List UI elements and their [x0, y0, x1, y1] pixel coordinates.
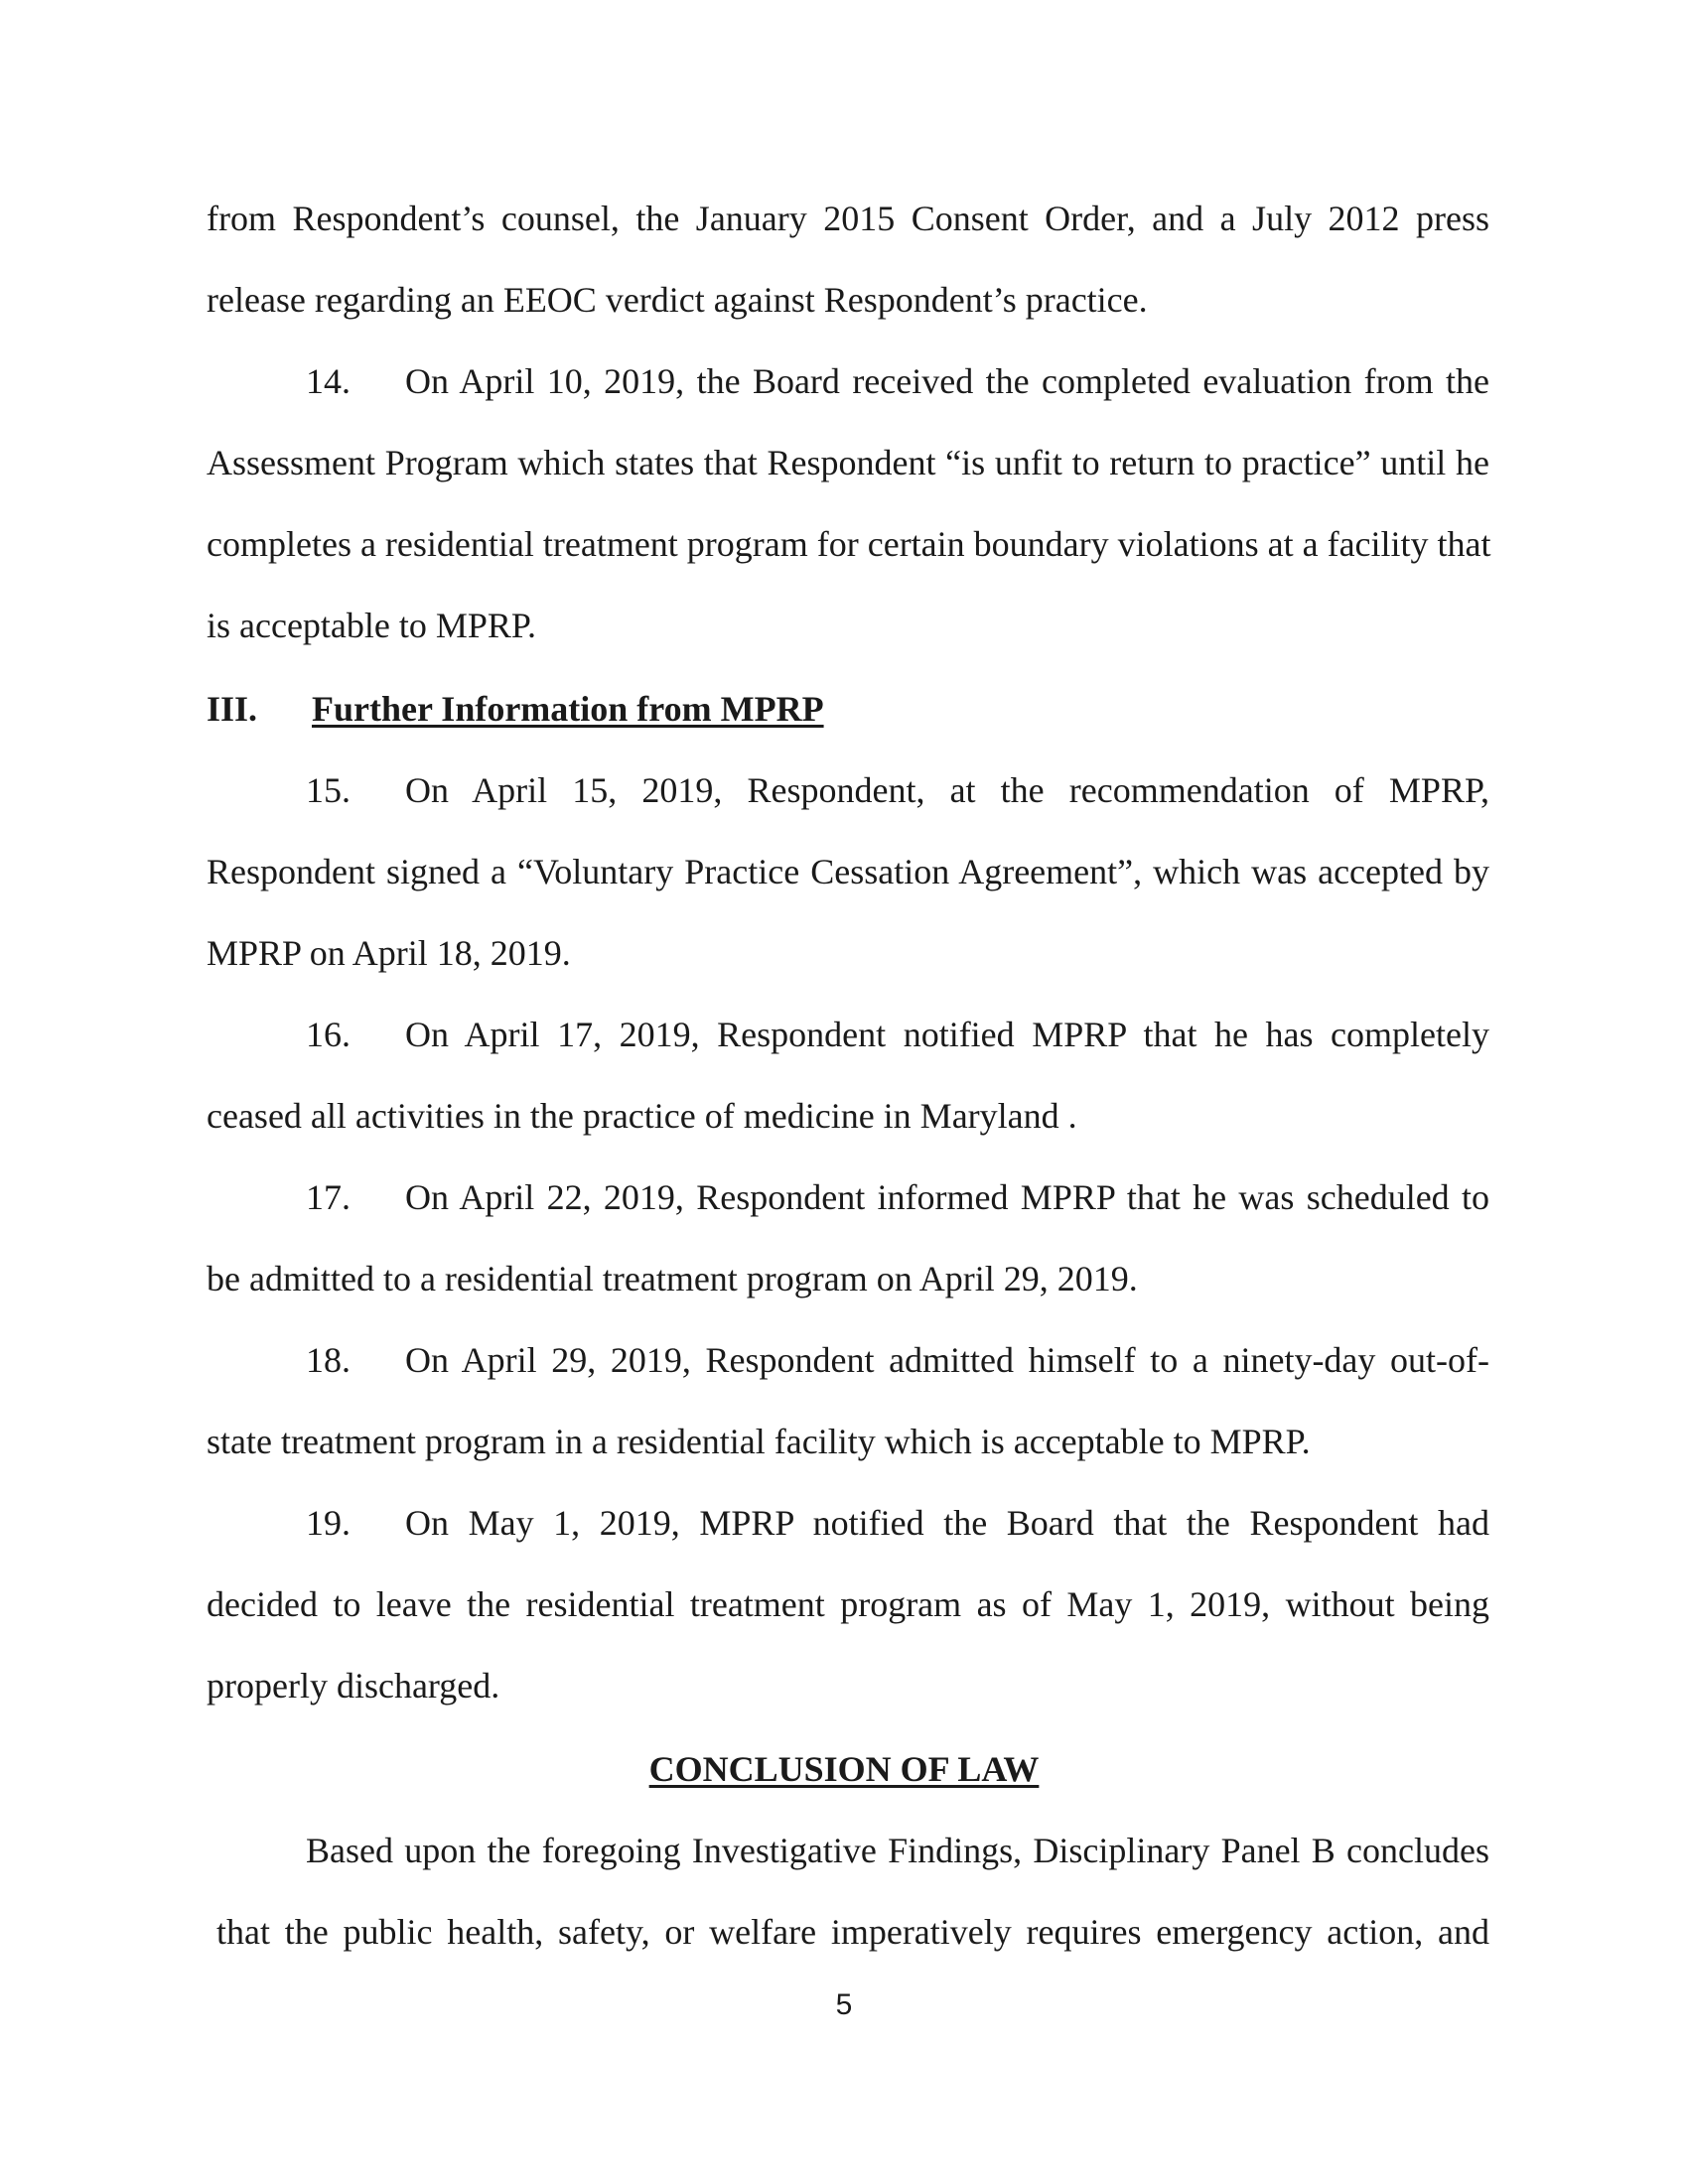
paragraph-15-line-1 [306, 768, 1489, 812]
paragraph-14-line-3: completes a residential treatment program for certain boundary violations at a facility that [207, 524, 1491, 564]
paragraph-14-number: 14. [306, 361, 351, 401]
conclusion-heading: CONCLUSION OF LAW [648, 1749, 1040, 1789]
page-number: 5 [835, 1988, 853, 2021]
conclusion-line-1 [306, 1829, 1489, 1872]
paragraph-16-line-2: ceased all activities in the practice of medicine in Maryland . [207, 1096, 1077, 1136]
paragraph-15-number: 15. [306, 770, 351, 810]
paragraph-14-line-4: is acceptable to MPRP. [207, 606, 536, 645]
paragraph-14-line-1 [306, 359, 1489, 403]
conclusion-line-2: that the public health, safety, or welfare imperatively requires emergency action, and [216, 1912, 1489, 1952]
paragraph-19-line-3: properly discharged. [207, 1666, 500, 1706]
paragraph-13-line-2: release regarding an EEOC verdict against Respondent’s practice. [207, 280, 1148, 320]
paragraph-17-line-1 [306, 1175, 1489, 1219]
conclusion-text-1: Based upon the foregoing Investigative Findings, Disciplinary Panel B concludes [306, 1831, 1489, 1870]
paragraph-17-line-2: be admitted to a residential treatment program on April 29, 2019. [207, 1259, 1138, 1298]
paragraph-19-text-1: On May 1, 2019, MPRP notified the Board that the Respondent had [405, 1503, 1489, 1543]
paragraph-18-line-2: state treatment program in a residential facility which is acceptable to MPRP. [207, 1422, 1311, 1461]
paragraph-14-line-2: Assessment Program which states that Respondent “is unfit to return to practice” until he [207, 443, 1489, 482]
paragraph-19-line-1 [306, 1501, 1489, 1545]
paragraph-15-line-2: Respondent signed a “Voluntary Practice Cessation Agreement”, which was accepted by [207, 852, 1489, 891]
paragraph-18-text-1: On April 29, 2019, Respondent admitted himself to a ninety-day out-of- [405, 1340, 1489, 1380]
paragraph-16-number: 16. [306, 1015, 351, 1054]
paragraph-17-number: 17. [306, 1177, 351, 1217]
paragraph-15-text-1: On April 15, 2019, Respondent, at the recommendation of MPRP, [405, 770, 1489, 810]
paragraph-15-line-3: MPRP on April 18, 2019. [207, 933, 571, 973]
section-title: Further Information from MPRP [312, 689, 824, 729]
paragraph-14-text-1: On April 10, 2019, the Board received the completed evaluation from the [405, 361, 1489, 401]
paragraph-16-text-1: On April 17, 2019, Respondent notified MPRP that he has completely [405, 1015, 1489, 1054]
paragraph-16-line-1 [306, 1013, 1489, 1056]
section-heading [207, 687, 824, 731]
paragraph-13-line-1: from Respondent’s counsel, the January 2015 Consent Order, and a July 2012 press [207, 199, 1489, 238]
paragraph-18-line-1 [306, 1338, 1489, 1382]
section-numeral: III. [207, 689, 258, 729]
paragraph-18-number: 18. [306, 1340, 351, 1380]
paragraph-19-number: 19. [306, 1503, 351, 1543]
paragraph-19-line-2: decided to leave the residential treatment program as of May 1, 2019, without being [207, 1584, 1489, 1624]
paragraph-17-text-1: On April 22, 2019, Respondent informed MPRP that he was scheduled to [405, 1177, 1489, 1217]
